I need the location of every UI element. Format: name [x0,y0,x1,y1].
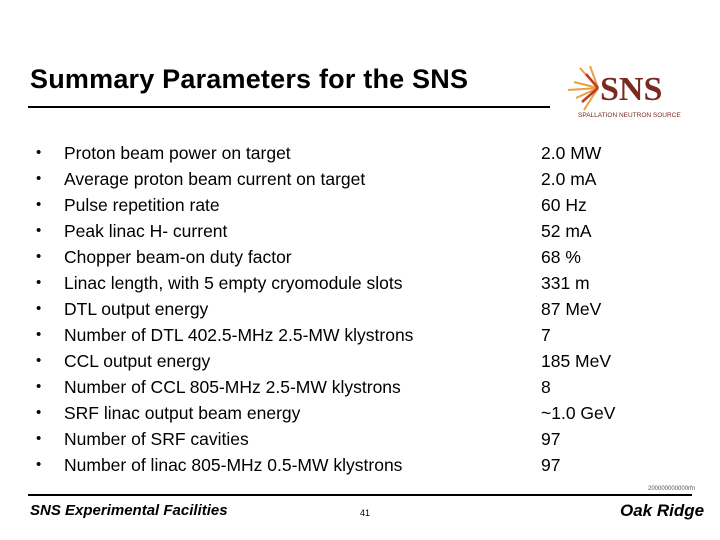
bullet-icon: • [36,352,42,369]
parameter-value: 7 [541,325,551,345]
bullet-icon: • [36,144,42,161]
bullet-icon: • [36,248,42,265]
slide-title: Summary Parameters for the SNS [30,64,469,94]
parameter-label: Pulse repetition rate [64,195,220,215]
parameter-value: 185 MeV [541,351,612,371]
page-number: 41 [360,508,371,518]
parameter-row [36,270,696,296]
parameter-label: Number of CCL 805-MHz 2.5-MW klystrons [64,377,401,397]
bullet-icon: • [36,274,42,291]
footer-divider [28,494,692,496]
logo-text: SNS [600,71,663,108]
bullet-icon: • [36,326,42,343]
parameter-value: 331 m [541,273,590,293]
parameter-value: 52 mA [541,221,592,241]
parameter-label: CCL output energy [64,351,211,371]
bullet-icon: • [36,222,42,239]
parameter-value: 8 [541,377,551,397]
starburst-icon [568,66,598,110]
parameter-value: 2.0 mA [541,169,597,189]
parameter-value: 2.0 MW [541,143,602,163]
parameter-row [36,218,696,244]
parameter-value: ~1.0 GeV [541,403,616,423]
parameter-row [36,166,696,192]
footer-right-text: Oak Ridge [620,501,705,520]
parameter-label: Number of SRF cavities [64,429,249,449]
parameter-row [36,452,696,478]
parameter-row [36,322,696,348]
parameter-row [36,192,696,218]
title-divider [28,106,550,108]
bullet-icon: • [36,404,42,421]
bullet-icon: • [36,170,42,187]
parameter-row [36,374,696,400]
parameter-row [36,296,696,322]
parameter-row [36,426,696,452]
footer-left-text: SNS Experimental Facilities [30,502,228,519]
parameter-label: SRF linac output beam energy [64,403,301,423]
sns-logo [560,62,710,120]
sns-logo-icon [560,62,710,120]
parameter-value: 68 % [541,247,581,267]
parameter-value: 97 [541,455,561,475]
parameter-label: Linac length, with 5 empty cryomodule slots [64,273,403,293]
parameter-label: Number of DTL 402.5-MHz 2.5-MW klystrons [64,325,414,345]
parameter-row [36,140,696,166]
bullet-icon: • [36,430,42,447]
bullet-icon: • [36,300,42,317]
parameter-label: Average proton beam current on target [64,169,366,189]
slide-code: 200000000000rfn [648,486,696,492]
bullet-icon: • [36,456,42,473]
parameter-row [36,348,696,374]
parameter-list [36,140,696,478]
parameter-label: Chopper beam-on duty factor [64,247,292,267]
parameter-value: 97 [541,429,561,449]
parameter-label: DTL output energy [64,299,209,319]
parameter-label: Number of linac 805-MHz 0.5-MW klystrons [64,455,403,475]
parameter-label: Proton beam power on target [64,143,291,163]
parameter-value: 60 Hz [541,195,587,215]
parameter-label: Peak linac H- current [64,221,228,241]
logo-subtext: SPALLATION NEUTRON SOURCE [578,112,681,119]
bullet-icon: • [36,378,42,395]
parameter-row [36,400,696,426]
parameter-row [36,244,696,270]
parameter-value: 87 MeV [541,299,602,319]
bullet-icon: • [36,196,42,213]
